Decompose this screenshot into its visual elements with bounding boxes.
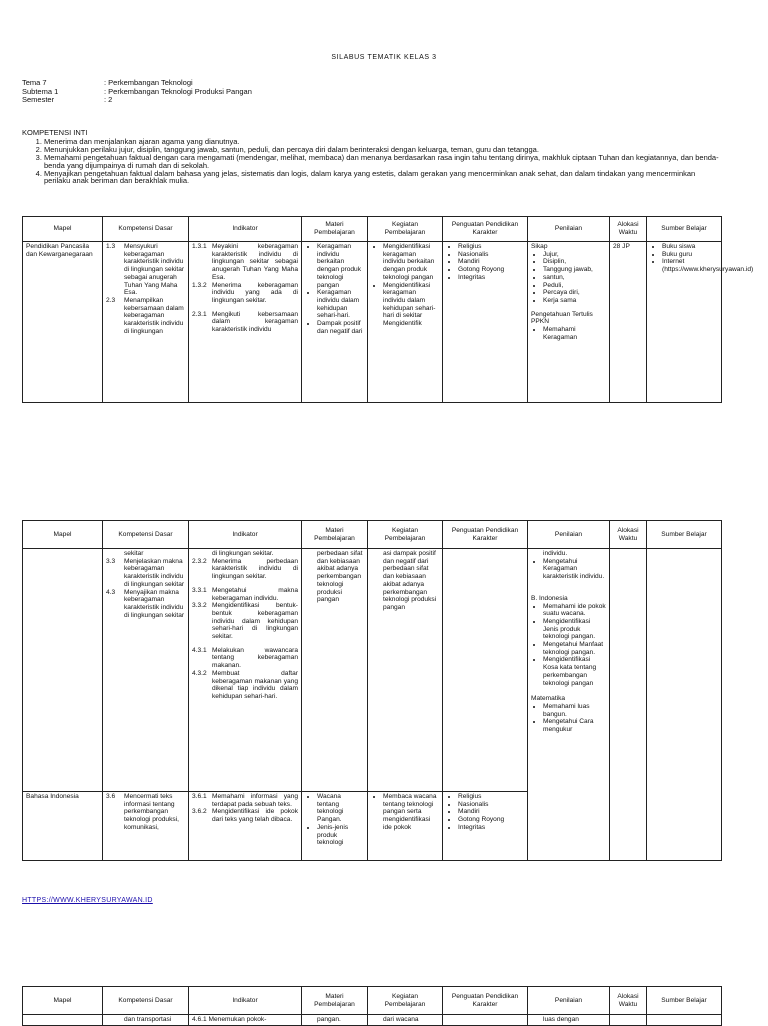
materi-continued: perbedaan sifat dan kebiasaan akibat adanya perkembangan teknologi produksi pangan xyxy=(317,550,363,604)
header-alokasi: Alokasi Waktu xyxy=(610,217,647,242)
penilaian-item: • Percaya diri, xyxy=(543,289,606,297)
cell-penilaian xyxy=(528,549,610,861)
ppk-item: • Gotong Royong xyxy=(458,266,524,274)
header-kegiatan: Kegiatan Pembelajaran xyxy=(368,217,443,242)
header-ppk: Penguatan Pendidikan Karakter xyxy=(443,521,528,549)
kd-number: 1.3 xyxy=(106,243,116,250)
cell-materi xyxy=(302,549,368,792)
meta-row-subtema xyxy=(22,88,252,97)
penilaian-item: • Mengidentifikasi Kosa kata tentang perkembangan teknologi pangan xyxy=(543,656,606,687)
ppk-item: • Integritas xyxy=(458,274,524,282)
indikator-number: 3.3.1 xyxy=(192,586,207,594)
header-mapel: Mapel xyxy=(23,987,103,1015)
indikator-item xyxy=(192,243,298,282)
cell-indikator xyxy=(189,549,302,792)
cell-materi xyxy=(302,792,368,861)
indikator-item xyxy=(192,558,298,581)
website-link[interactable]: HTTPS://WWW.KHERYSURYAWAN.ID xyxy=(22,897,153,904)
cell-mapel xyxy=(23,792,103,861)
indikator-number: 1.3.1 xyxy=(192,243,207,250)
cell-ppk xyxy=(443,242,528,403)
document-meta xyxy=(22,79,252,105)
indikator-text: Melakukan wawancara tentang keberagaman makanan. xyxy=(212,646,298,670)
ppk-item: • Gotong Royong xyxy=(458,816,524,824)
meta-key: Subtema 1 xyxy=(22,86,59,96)
indikator-text: Mengidentifikasi bentuk-bentuk keberagaman individu dalam kehidupan sehari-hari di lingkungan sekitar. xyxy=(212,602,298,641)
cell-ppk xyxy=(443,549,528,792)
alokasi-text: 28 JP xyxy=(613,243,630,250)
header-kd: Kompetensi Dasar xyxy=(103,521,189,549)
indikator-text: Mengidentifikasi ide pokok dari teks yang telah dibaca. xyxy=(212,808,298,824)
indikator-number: 1.3.2 xyxy=(192,281,207,289)
ki-heading: KOMPETENSI INTI xyxy=(22,128,88,137)
table-header-row xyxy=(23,217,722,242)
kd-text: Menyajikan makna keberagaman karakteristik individu di lingkungan sekitar xyxy=(124,588,185,619)
penilaian-list xyxy=(531,326,606,341)
kd-continued: dan transportasi xyxy=(124,1016,172,1023)
ki-list xyxy=(22,138,722,185)
indikator-text: Mengetahui makna keberagaman individu. xyxy=(212,586,298,602)
ppk-list xyxy=(446,243,524,282)
header-penilaian: Penilaian xyxy=(528,987,610,1015)
cell-kd xyxy=(103,1015,189,1026)
cell-mapel xyxy=(23,242,103,403)
ppk-item: • Religius xyxy=(458,793,524,801)
mapel-text: Bahasa Indonesia xyxy=(26,793,79,800)
penilaian-item: • Jujur, xyxy=(543,251,606,259)
header-sumber: Sumber Belajar xyxy=(647,521,722,549)
kegiatan-list xyxy=(371,243,439,328)
ppk-item: • Mandiri xyxy=(458,808,524,816)
indikator-item xyxy=(192,793,298,808)
header-alokasi: Alokasi Waktu xyxy=(610,521,647,549)
materi-item: • Keragaman individu berkaitan dengan produk teknologi pangan xyxy=(317,243,364,289)
indikator-text: Menerima perbedaan karakteristik individu di lingkungan sekitar. xyxy=(212,557,298,581)
penilaian-item: • Memahami ide pokok suatu wacana. xyxy=(543,603,606,618)
kegiatan-list xyxy=(371,793,439,832)
indikator-number: 2.3.1 xyxy=(192,310,207,318)
kd-number: 3.6 xyxy=(106,793,116,800)
cell-indikator xyxy=(189,792,302,861)
table-header-row xyxy=(23,987,722,1015)
indikator-item xyxy=(192,808,298,823)
header-ppk: Penguatan Pendidikan Karakter xyxy=(443,217,528,242)
materi-item: • Jenis-jenis produk teknologi xyxy=(317,824,364,847)
kd-item xyxy=(106,297,185,336)
materi-item: • Dampak positif dan negatif dari xyxy=(317,320,364,335)
header-penilaian: Penilaian xyxy=(528,217,610,242)
cell-kegiatan xyxy=(368,792,443,861)
indikator-text: Membuat daftar keberagaman makanan yang dikenal tiap individu dalam kehidupan sehari-hari. xyxy=(212,669,298,700)
ppk-item: • Nasionalis xyxy=(458,251,524,259)
sumber-list xyxy=(650,243,754,274)
header-materi: Materi Pembelajaran xyxy=(302,987,368,1015)
penilaian-list xyxy=(531,251,606,305)
cell-materi xyxy=(302,1015,368,1026)
cell-sumber xyxy=(647,549,722,861)
indikator-continued: 4.6.1 Menemukan pokok- xyxy=(192,1016,267,1023)
materi-list xyxy=(305,243,364,335)
meta-key: Semester xyxy=(22,95,55,105)
kd-item xyxy=(106,558,185,589)
indikator-item xyxy=(192,282,298,305)
kd-number: 2.3 xyxy=(106,296,116,304)
kd-text: Menjelaskan makna keberagaman karakteristik individu di lingkungan sekitar xyxy=(124,557,185,588)
penilaian-item: • Mengidentifikasi Jenis produk teknologi pangan. xyxy=(543,618,606,641)
indikator-number: 4.3.1 xyxy=(192,646,207,654)
kegiatan-item: • Mengidentifikasi keragaman individu dalam kehidupan sehari-hari di sekitar Mengidentifik xyxy=(383,282,439,328)
penilaian-heading: Sikap xyxy=(531,243,548,250)
meta-key: Tema 7 xyxy=(22,78,47,87)
cell-indikator xyxy=(189,1015,302,1026)
penilaian-heading: Matematika xyxy=(531,695,566,703)
cell-ppk xyxy=(443,1015,528,1026)
header-mapel: Mapel xyxy=(23,521,103,549)
materi-item: • Wacana tentang teknologi Pangan. xyxy=(317,793,364,824)
header-penilaian: Penilaian xyxy=(528,521,610,549)
penilaian-item: • Kerja sama xyxy=(543,297,606,305)
penilaian-list xyxy=(531,558,606,581)
kompetensi-inti xyxy=(22,129,722,185)
header-kegiatan: Kegiatan Pembelajaran xyxy=(368,521,443,549)
penilaian-item: • santun, xyxy=(543,274,606,282)
document-title: SILABUS TEMATIK KELAS 3 xyxy=(331,54,437,61)
indikator-text: Menerima keberagaman individu yang ada di lingkungan sekitar. xyxy=(212,281,298,304)
indikator-number: 3.3.2 xyxy=(192,602,207,610)
ki-item: 1. Menerima dan menjalankan ajaran agama yang dianutnya. xyxy=(44,138,722,146)
header-materi: Materi Pembelajaran xyxy=(302,217,368,242)
materi-item: • Keragaman individu dalam kehidupan sehari-hari. xyxy=(317,289,364,320)
sumber-item: • Buku siswa xyxy=(662,243,718,251)
kd-number: 3.3 xyxy=(106,557,116,565)
kegiatan-continued: asi dampak positif dan negatif dari perbedaan sifat dan kebiasaan akibat adanya perkembangan teknologi produksi pangan xyxy=(383,550,437,611)
penilaian-item: • Peduli, xyxy=(543,282,606,290)
cell-kd xyxy=(103,242,189,403)
ppk-item: • Religius xyxy=(458,243,524,251)
kegiatan-continued: dari wacana xyxy=(383,1016,419,1023)
mapel-text: Pendidikan Pancasila dan Kewarganegaraan xyxy=(26,243,93,258)
header-indikator: Indikator xyxy=(189,217,302,242)
penilaian-heading: B. Indonesia xyxy=(531,594,568,602)
cell-penilaian xyxy=(528,242,610,403)
cell-kegiatan xyxy=(368,242,443,403)
kd-item xyxy=(106,243,185,297)
penilaian-subheading: PPKN xyxy=(531,318,549,326)
kd-item xyxy=(106,589,185,620)
meta-value: : Perkembangan Teknologi Produksi Pangan xyxy=(104,86,252,96)
indikator-number: 3.6.2 xyxy=(192,808,207,816)
kd-number: 4.3 xyxy=(106,588,116,596)
penilaian-item: • Memahami Keragaman xyxy=(543,326,606,341)
indikator-text: Memahami informasi yang terdapat pada sebuah teks. xyxy=(212,793,298,808)
kd-text: Mensyukuri keberagaman karakteristik individu di lingkungan sekitar sebagai anugerah Tuhan Yang Maha Esa. xyxy=(124,243,185,297)
syllabus-table-1 xyxy=(22,216,754,403)
cell-indikator xyxy=(189,242,302,403)
ppk-item: • Nasionalis xyxy=(458,801,524,809)
header-indikator: Indikator xyxy=(189,987,302,1015)
sumber-item: • Internet (https://www.kherysuryawan.id) xyxy=(662,258,718,273)
cell-mapel xyxy=(23,1015,103,1026)
ppk-item: • Mandiri xyxy=(458,258,524,266)
penilaian-item: • Mengetahui Keragaman karakteristik individu. xyxy=(543,558,606,581)
penilaian-item: • Disiplin, xyxy=(543,258,606,266)
cell-kegiatan xyxy=(368,549,443,792)
penilaian-list xyxy=(531,603,606,688)
header-ppk: Penguatan Pendidikan Karakter xyxy=(443,987,528,1015)
cell-ppk xyxy=(443,792,528,861)
penilaian-item: • Mengetahui Manfaat teknologi pangan. xyxy=(543,641,606,656)
meta-value: : 2 xyxy=(104,95,113,105)
materi-continued: pangan. xyxy=(317,1016,341,1023)
cell-alokasi xyxy=(610,549,647,861)
header-indikator: Indikator xyxy=(189,521,302,549)
header-sumber: Sumber Belajar xyxy=(647,987,722,1015)
ki-item: 2. Menunjukkan perilaku jujur, disiplin, tanggung jawab, santun, peduli, dan percaya diri dalam berinteraksi dengan keluarga, teman, guru dan tetangga. xyxy=(44,146,722,154)
indikator-number: 2.3.2 xyxy=(192,557,207,565)
indikator-item xyxy=(192,602,298,641)
penilaian-item: • Memahami luas bangun. xyxy=(543,703,606,718)
header-materi: Materi Pembelajaran xyxy=(302,521,368,549)
sumber-item: • Buku guru xyxy=(662,251,718,259)
header-kd: Kompetensi Dasar xyxy=(103,987,189,1015)
cell-sumber xyxy=(647,242,754,403)
ppk-item: • Integritas xyxy=(458,824,524,832)
ki-item: 3. Memahami pengetahuan faktual dengan cara mengamati (mendengar, melihat, membaca) dan menanya berdasarkan rasa ingin tahu tentang dirinya, makhluk ciptaan Tuhan dan kegiatannya, dan benda-benda yang dijumpainya di rumah dan di sekolah. xyxy=(44,154,722,170)
syllabus-table-2 xyxy=(22,520,722,861)
table-header-row xyxy=(23,521,722,549)
penilaian-continued: luas dengan xyxy=(543,1016,579,1023)
cell-alokasi xyxy=(610,1015,647,1026)
cell-kd xyxy=(103,549,189,792)
cell-penilaian xyxy=(528,1015,610,1026)
header-mapel: Mapel xyxy=(23,217,103,242)
cell-materi xyxy=(302,242,368,403)
cell-kegiatan xyxy=(368,1015,443,1026)
kd-text: Mencermati teks informasi tentang perkembangan teknologi produksi, komunikasi, xyxy=(124,793,179,831)
header-kegiatan: Kegiatan Pembelajaran xyxy=(368,987,443,1015)
header-alokasi: Alokasi Waktu xyxy=(610,987,647,1015)
ppk-list xyxy=(446,793,524,832)
penilaian-list xyxy=(531,703,606,734)
cell-sumber xyxy=(647,1015,722,1026)
cell-mapel xyxy=(23,549,103,792)
materi-list xyxy=(305,793,364,847)
indikator-text: Meyakini keberagaman karakteristik individu di lingkungan sekitar sebagai anugerah Tuhan Yang Maha Esa. xyxy=(212,243,298,281)
penilaian-item: • Tanggung jawab, xyxy=(543,266,606,274)
indikator-item xyxy=(192,311,298,334)
ki-item: 4. Menyajikan pengetahuan faktual dalam bahasa yang jelas, sistematis dan logis, dalam karya yang estetis, dalam gerakan yang mencerminkan anak sehat, dan dalam tindakan yang mencerminkan perilaku anak beriman dan berakhlak mulia. xyxy=(44,170,722,186)
indikator-item xyxy=(192,587,298,602)
penilaian-continued: individu. xyxy=(543,550,568,557)
indikator-text: Mengikuti kebersamaan dalam keragaman karakteristik individu xyxy=(212,310,298,334)
indikator-item xyxy=(192,647,298,670)
cell-alokasi xyxy=(610,242,647,403)
kd-item xyxy=(106,793,185,832)
kegiatan-item: • Mengidentifikasi keragaman individu berkaitan dengan produk teknologi pangan xyxy=(383,243,439,282)
indikator-item xyxy=(192,670,298,701)
table-row xyxy=(23,1015,722,1026)
indikator-number: 3.6.1 xyxy=(192,793,207,800)
penilaian-heading: Pengetahuan Tertulis xyxy=(531,310,593,318)
header-sumber: Sumber Belajar xyxy=(647,217,722,242)
cell-kd xyxy=(103,792,189,861)
meta-value: : Perkembangan Teknologi xyxy=(104,78,193,87)
kd-text: Menampilkan kebersamaan dalam keberagaman karakteristik individu di lingkungan xyxy=(124,296,184,335)
kegiatan-item: • Membaca wacana tentang teknologi pangan serta mengidentifikasi ide pokok xyxy=(383,793,439,832)
table-row xyxy=(23,242,722,403)
kd-continued: sekitar xyxy=(124,550,144,557)
syllabus-table-3 xyxy=(22,986,722,1026)
table-row xyxy=(23,549,722,792)
penilaian-item: • Mengetahui Cara mengukur xyxy=(543,718,606,733)
indikator-continued: di lingkungan sekitar. xyxy=(212,550,274,557)
meta-row-semester xyxy=(22,96,252,105)
header-kd: Kompetensi Dasar xyxy=(103,217,189,242)
indikator-number: 4.3.2 xyxy=(192,669,207,677)
